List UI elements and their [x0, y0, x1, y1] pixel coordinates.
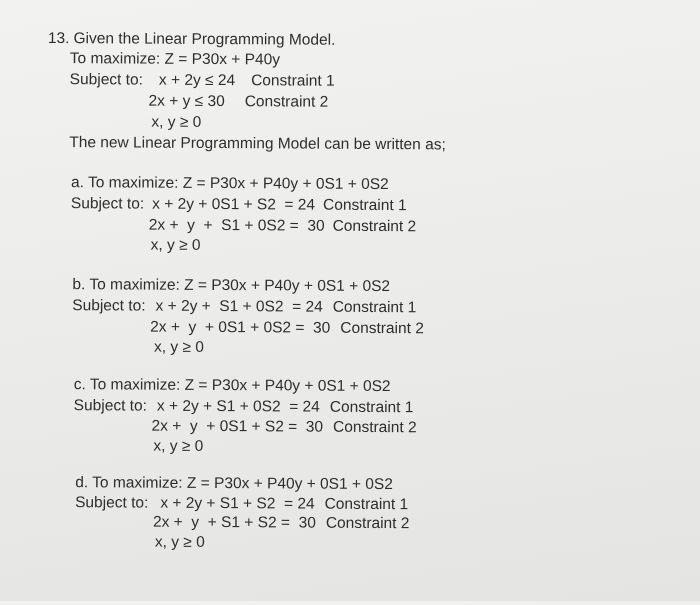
option-b-constraint-1-line	[72, 297, 416, 317]
option-c-nonneg: x, y ≥ 0	[153, 437, 204, 455]
option-c-objective-line	[74, 376, 391, 396]
option-c-constraint-2-expr: 2x + y + 0S1 + S2 = 30	[151, 417, 324, 436]
option-c-objective: To maximize: Z = P30x + P40y + 0S1 + 0S2	[89, 376, 391, 396]
option-b-constraint-1-label: Constraint 1	[332, 298, 417, 317]
option-d-constraint-2-line	[153, 514, 410, 534]
option-a-constraint-2-label: Constraint 2	[332, 217, 417, 236]
option-d-constraint-2-label: Constraint 2	[325, 514, 410, 533]
question-constraint-1-label: Constraint 1	[251, 72, 335, 90]
option-d-constraint-1-line	[75, 494, 408, 514]
option-c-constraint-1-line	[74, 397, 414, 417]
option-d-letter: d.	[75, 474, 89, 492]
option-a-objective-line	[71, 174, 389, 194]
option-c-constraint-1-label: Constraint 1	[329, 398, 414, 417]
option-d-constraint-2-expr: 2x + y + S1 + S2 = 30	[152, 513, 316, 532]
option-b-constraint-1-expr: x + 2y + S1 + 0S2 = 24	[155, 297, 323, 316]
question-number: 13.	[47, 29, 70, 48]
option-c-constraint-2-line	[152, 418, 417, 438]
option-b-letter: b.	[72, 276, 86, 294]
option-d-constraint-1-label: Constraint 1	[324, 495, 409, 514]
question-constraint-2-line	[149, 93, 329, 112]
option-a-constraint-1-expr: x + 2y + 0S1 + S2 = 24	[152, 195, 316, 214]
question-constraint-1-expr: x + 2y ≤ 24	[158, 71, 236, 90]
question-prompt: The new Linear Programming Model can be written as;	[69, 134, 446, 154]
option-a-constraint-1-label: Constraint 1	[323, 196, 407, 215]
question-subject-to: Subject to:	[69, 71, 143, 89]
option-a-nonneg: x, y ≥ 0	[150, 236, 201, 254]
option-d-nonneg: x, y ≥ 0	[154, 533, 205, 551]
option-a-constraint-1-line	[71, 195, 407, 215]
option-a-constraint-2-expr: 2x + y + S1 + 0S2 = 30	[148, 216, 325, 235]
question-intro-line	[48, 30, 336, 50]
option-c-letter: c.	[73, 376, 86, 394]
option-b-constraint-2-expr: 2x + y + 0S1 + 0S2 = 30	[150, 318, 331, 337]
option-a-letter: a.	[71, 174, 85, 192]
option-d-subject-to: Subject to:	[75, 494, 149, 512]
option-b-constraint-2-line	[150, 319, 424, 339]
option-d-objective-line	[75, 474, 393, 494]
option-c-subject-to: Subject to:	[73, 397, 148, 415]
option-b-nonneg: x, y ≥ 0	[154, 338, 204, 356]
option-b-subject-to: Subject to:	[72, 297, 146, 315]
option-b-constraint-2-label: Constraint 2	[340, 319, 424, 338]
option-b-objective: To maximize: Z = P30x + P40y + 0S1 + 0S2	[89, 276, 391, 296]
question-constraint-1-line	[70, 71, 335, 91]
option-d-objective: To maximize: Z = P30x + P40y + 0S1 + 0S2	[92, 474, 393, 494]
option-c-constraint-2-label: Constraint 2	[333, 418, 417, 437]
option-a-objective: To maximize: Z = P30x + P40y + 0S1 + 0S2	[87, 174, 389, 194]
question-objective: To maximize: Z = P30x + P40y	[69, 50, 281, 69]
question-constraint-2-label: Constraint 2	[244, 93, 329, 111]
question-nonneg: x, y ≥ 0	[151, 113, 202, 131]
option-a-constraint-2-line	[149, 217, 416, 237]
question-constraint-2-expr: 2x + y ≤ 30	[148, 92, 225, 111]
option-c-constraint-1-expr: x + 2y + S1 + 0S2 = 24	[156, 397, 320, 416]
option-d-constraint-1-expr: x + 2y + S1 + S2 = 24	[160, 494, 315, 513]
option-b-objective-line	[72, 276, 390, 296]
option-a-subject-to: Subject to:	[70, 195, 145, 213]
question-intro: Given the Linear Programming Model.	[73, 30, 336, 49]
